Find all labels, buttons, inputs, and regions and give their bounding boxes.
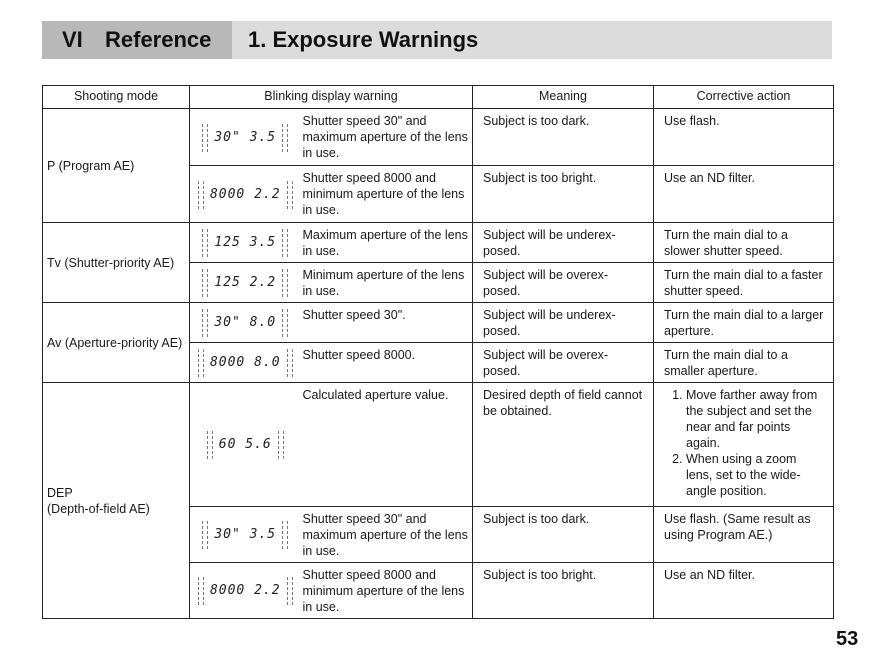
meaning-text: Desired depth of field cannot be obtained.	[473, 383, 654, 507]
warning-text: Shutter speed 8000 and minimum aperture of the lens in use.	[301, 166, 473, 223]
mode-p: P (Program AE)	[43, 109, 190, 223]
header-display: Blinking display warning	[190, 86, 473, 109]
meaning-text: Subject is too dark.	[473, 507, 654, 563]
action-text: Turn the main dial to a smaller aperture.	[654, 343, 834, 383]
section-title: 1. Exposure Warnings	[248, 27, 479, 52]
lcd-readout: 30" 3.5	[204, 527, 286, 543]
lcd-readout: 60 5.6	[209, 437, 282, 453]
meaning-text: Subject is too dark.	[473, 109, 654, 166]
lcd-readout: 8000 2.2	[200, 583, 291, 599]
chapter-name: Reference	[105, 27, 212, 52]
header-mode: Shooting mode	[43, 86, 190, 109]
mode-av: Av (Aperture-priority AE)	[43, 303, 190, 383]
mode-dep	[43, 383, 190, 619]
lcd-display	[190, 166, 301, 223]
lcd-readout: 30" 3.5	[204, 130, 286, 146]
warning-text: Shutter speed 8000 and minimum aperture of the lens in use.	[301, 563, 473, 619]
lcd-readout: 8000 2.2	[200, 187, 291, 203]
lcd-display	[190, 563, 301, 619]
list-item: 2. When using a zoom lens, set to the wide-angle position.	[686, 451, 825, 499]
warning-text: Calculated aperture value.	[301, 383, 473, 507]
meaning-text: Subject is too bright.	[473, 166, 654, 223]
chapter-number: VI	[62, 27, 83, 52]
mode-tv: Tv (Shutter-priority AE)	[43, 223, 190, 303]
lcd-readout: 8000 8.0	[200, 355, 291, 371]
meaning-text: Subject will be underex-posed.	[473, 223, 654, 263]
header-meaning: Meaning	[473, 86, 654, 109]
table-row	[43, 223, 834, 263]
warning-text: Maximum aperture of the lens in use.	[301, 223, 473, 263]
header-action: Corrective action	[654, 86, 834, 109]
action-text: Turn the main dial to a faster shutter speed.	[654, 263, 834, 303]
warning-text: Shutter speed 8000.	[301, 343, 473, 383]
table-row	[43, 109, 834, 166]
action-text: Use flash.	[654, 109, 834, 166]
lcd-display	[190, 343, 301, 383]
mode-dep-sublabel: (Depth-of-field AE)	[47, 501, 150, 516]
exposure-warnings-table	[42, 85, 833, 616]
action-text: Use an ND filter.	[654, 166, 834, 223]
list-item: 1. Move farther away from the subject and set the near and far points again.	[686, 387, 825, 451]
lcd-readout: 30" 8.0	[204, 315, 286, 331]
warning-text: Shutter speed 30" and maximum aperture of the lens in use.	[301, 109, 473, 166]
lcd-display	[190, 303, 301, 343]
mode-dep-label: DEP	[47, 485, 73, 500]
page-number: 53	[836, 628, 859, 650]
lcd-readout: 125 3.5	[204, 235, 286, 251]
lcd-readout: 125 2.2	[204, 275, 286, 291]
lcd-display	[190, 507, 301, 563]
lcd-display	[190, 223, 301, 263]
table-header-row	[43, 86, 834, 109]
lcd-display	[190, 109, 301, 166]
action-text: Turn the main dial to a slower shutter speed.	[654, 223, 834, 263]
action-text: Use flash. (Same result as using Program AE.)	[654, 507, 834, 563]
warning-text: Shutter speed 30" and maximum aperture of the lens in use.	[301, 507, 473, 563]
lcd-display	[190, 263, 301, 303]
action-text: Turn the main dial to a larger aperture.	[654, 303, 834, 343]
meaning-text: Subject will be underex-posed.	[473, 303, 654, 343]
warning-text: Minimum aperture of the lens in use.	[301, 263, 473, 303]
lcd-display	[190, 383, 301, 507]
action-text: Use an ND filter.	[654, 563, 834, 619]
table-row	[43, 303, 834, 343]
action-list	[664, 387, 825, 499]
meaning-text: Subject will be overex-posed.	[473, 343, 654, 383]
table-row	[43, 383, 834, 507]
action-list-cell	[654, 383, 834, 507]
warning-text: Shutter speed 30".	[301, 303, 473, 343]
meaning-text: Subject will be overex-posed.	[473, 263, 654, 303]
meaning-text: Subject is too bright.	[473, 563, 654, 619]
